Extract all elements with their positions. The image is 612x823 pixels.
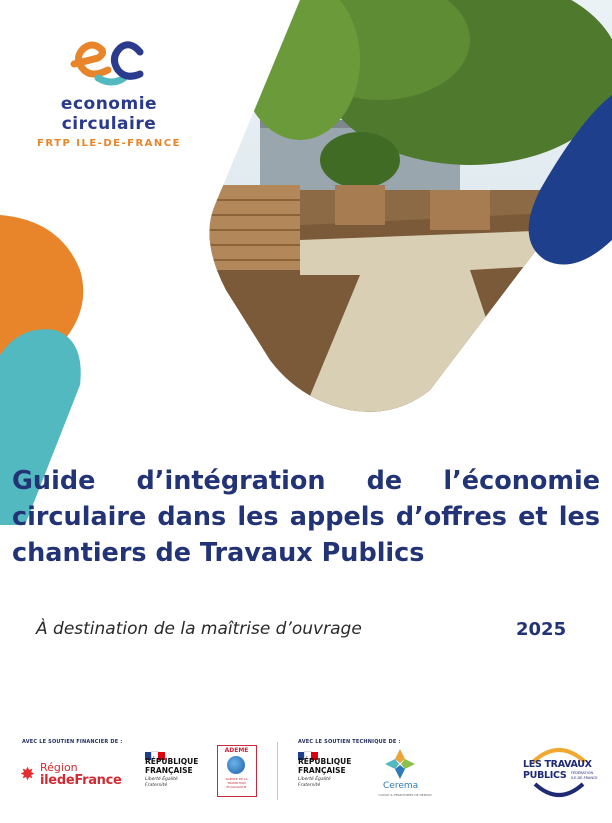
- globe-icon: [227, 756, 245, 774]
- cerema-tagline: CLIMAT & TERRITOIRES DE DEMAIN: [378, 793, 432, 797]
- ltp-subtitle: FÉDÉRATION ILE-DE-FRANCE: [571, 771, 598, 780]
- document-year: 2025: [516, 619, 567, 640]
- document-title: Guide d’intégration de l’économie circulaire dans les appels d’offres et les chantiers de Travaux Publics: [12, 466, 600, 568]
- ademe-subtitle: AGENCE DE LA TRANSITION ÉCOLOGIQUE: [225, 777, 248, 789]
- technical-support-label: AVEC LE SOUTIEN TECHNIQUE DE :: [298, 739, 401, 745]
- les-travaux-publics-logo: [521, 744, 597, 798]
- ltp-line1: LES TRAVAUX: [523, 759, 592, 770]
- republique-francaise-logo: [145, 745, 215, 801]
- republique-francaise-logo-technical: [298, 745, 368, 801]
- footer-divider: [277, 742, 278, 800]
- french-flag-icon: [145, 745, 165, 753]
- rf-line2: FRANÇAISE: [298, 766, 346, 775]
- logo-word-economie: economie: [60, 94, 158, 114]
- french-flag-icon: [298, 745, 318, 753]
- document-subtitle: À destination de la maîtrise d’ouvrage: [36, 619, 362, 639]
- region-ile-de-france-logo: [20, 760, 124, 792]
- cerema-logo: [375, 747, 435, 799]
- logo-subtitle: FRTP ILE-DE-FRANCE: [37, 138, 181, 149]
- rf-motto: Liberté Égalité Fraternité: [145, 777, 178, 788]
- ec-mark-icon: [68, 38, 152, 90]
- ademe-logo: [217, 745, 257, 797]
- cerema-name: Cerema: [383, 781, 419, 791]
- logo-word-circulaire: circulaire: [61, 114, 157, 134]
- ademe-title: ADEME: [224, 747, 249, 754]
- region-logo-line1: Région: [40, 761, 78, 774]
- rf-line1: RÉPUBLIQUE: [298, 757, 352, 766]
- rf-line2: FRANÇAISE: [145, 766, 193, 775]
- ltp-line2: PUBLICS: [523, 770, 567, 781]
- cerema-mark-icon: [383, 747, 417, 781]
- rf-line1: RÉPUBLIQUE: [145, 757, 199, 766]
- region-star-icon: ✸: [20, 764, 36, 785]
- rf-motto: Liberté Égalité Fraternité: [298, 777, 331, 788]
- financial-support-label: AVEC LE SOUTIEN FINANCIER DE :: [22, 739, 123, 745]
- region-logo-line2: iledeFrance: [40, 773, 122, 788]
